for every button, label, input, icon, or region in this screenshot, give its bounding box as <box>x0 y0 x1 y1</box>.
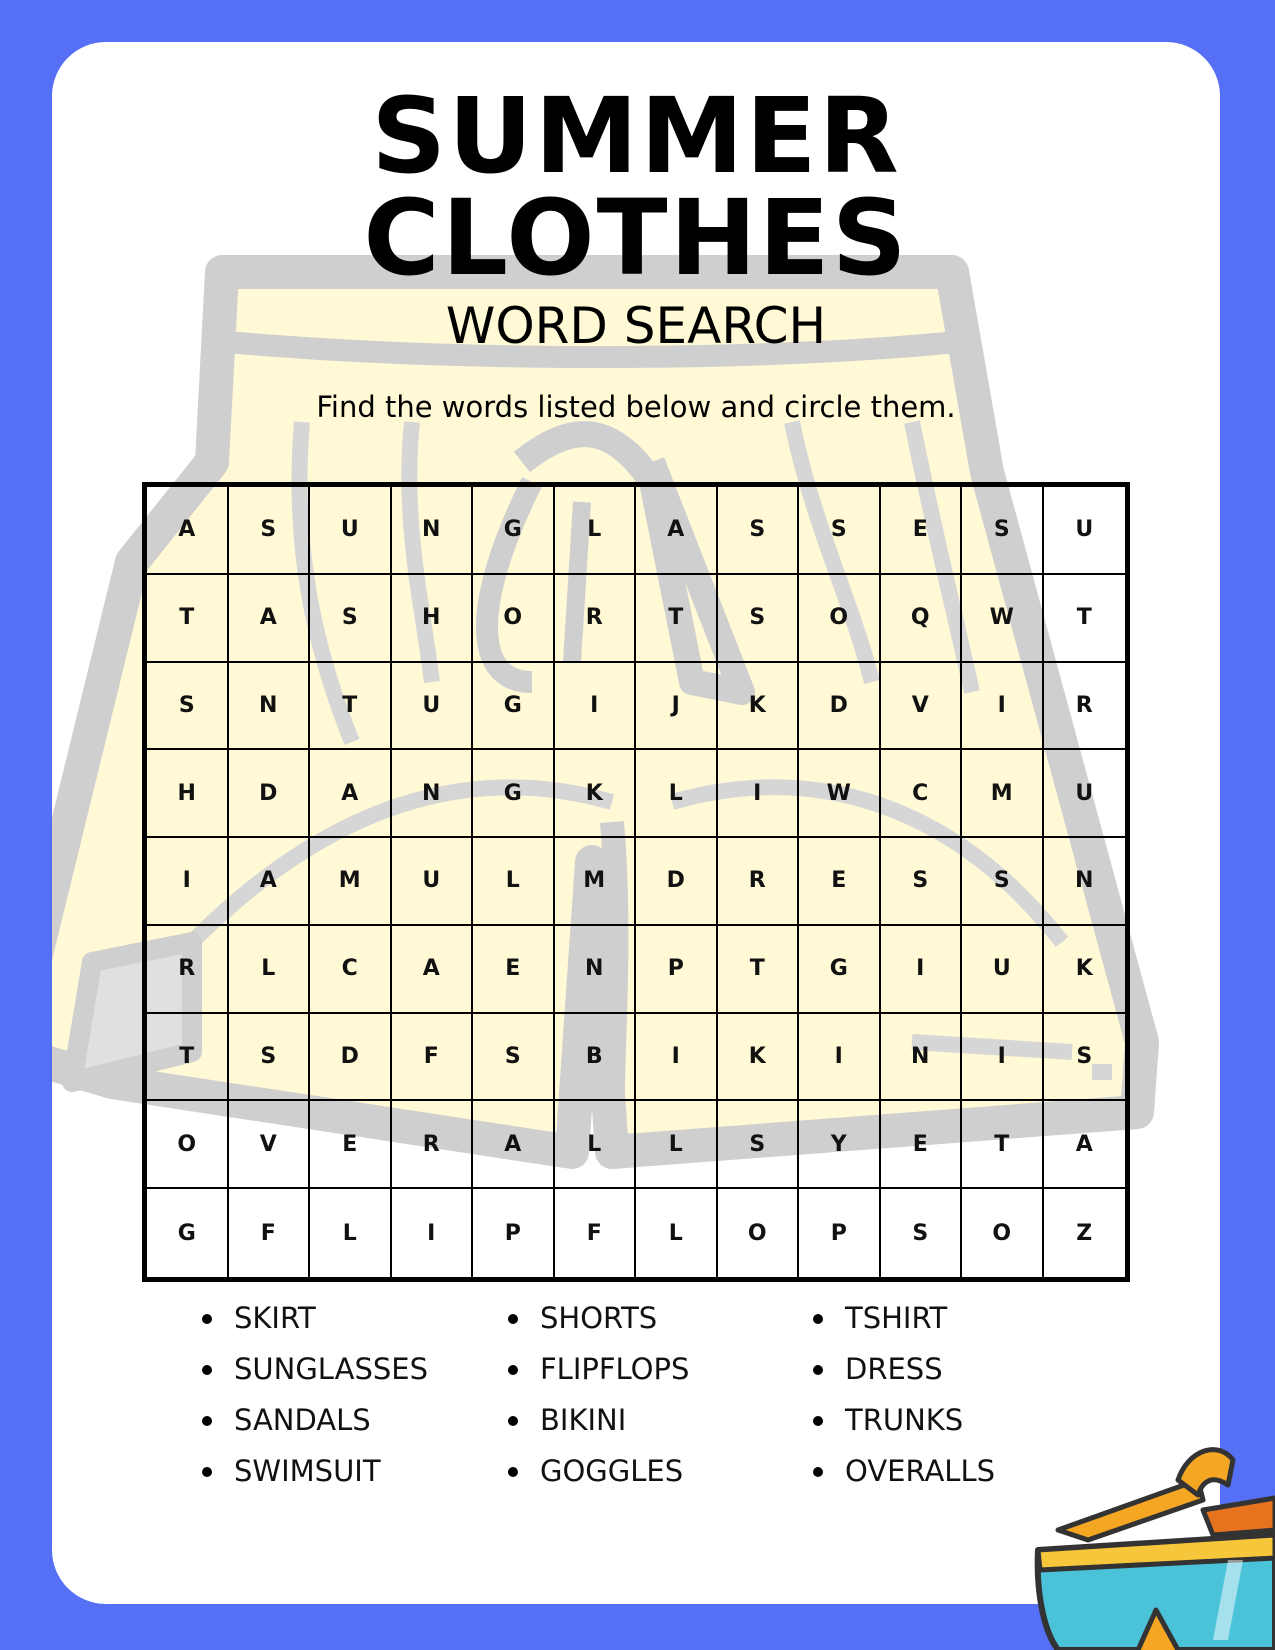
instructions: Find the words listed below and circle them. <box>316 390 956 424</box>
grid-cell[interactable]: A <box>1044 1101 1126 1189</box>
grid-cell[interactable]: G <box>473 487 555 575</box>
grid-cell[interactable]: Y <box>799 1101 881 1189</box>
grid-cell[interactable]: I <box>881 926 963 1014</box>
grid-cell[interactable]: K <box>718 1014 800 1102</box>
grid-cell[interactable]: W <box>799 750 881 838</box>
grid-cell[interactable]: E <box>473 926 555 1014</box>
grid-cell[interactable]: G <box>799 926 881 1014</box>
grid-cell[interactable]: F <box>392 1014 474 1102</box>
word-list-item <box>506 1300 811 1337</box>
grid-cell[interactable]: T <box>310 663 392 751</box>
grid-cell[interactable]: A <box>229 838 311 926</box>
word-label: SANDALS <box>234 1403 371 1437</box>
grid-cell[interactable]: S <box>229 487 311 575</box>
grid-cell[interactable]: J <box>636 663 718 751</box>
grid-cell[interactable]: P <box>473 1189 555 1277</box>
word-label: BIKINI <box>540 1403 627 1437</box>
grid-cell[interactable]: M <box>310 838 392 926</box>
grid-cell[interactable]: K <box>1044 926 1126 1014</box>
grid-cell[interactable]: I <box>962 663 1044 751</box>
grid-cell[interactable]: N <box>229 663 311 751</box>
word-label: SHORTS <box>540 1301 658 1335</box>
word-list-item <box>200 1351 506 1388</box>
word-search-grid <box>142 482 1130 1282</box>
grid-cell[interactable]: I <box>555 663 637 751</box>
grid-cell[interactable]: S <box>718 575 800 663</box>
grid-cell[interactable]: T <box>636 575 718 663</box>
grid-cell[interactable]: I <box>147 838 229 926</box>
grid-cell[interactable]: K <box>718 663 800 751</box>
grid-cell[interactable]: E <box>881 1101 963 1189</box>
bullet-icon <box>202 1314 212 1324</box>
grid-cell[interactable]: Z <box>1076 1220 1093 1246</box>
word-list-item <box>200 1402 506 1439</box>
grid-cell[interactable]: U <box>392 663 474 751</box>
subtitle: WORD SEARCH <box>445 297 827 355</box>
grid-cell[interactable]: L <box>636 1189 718 1277</box>
bullet-icon <box>813 1467 823 1477</box>
grid-cell[interactable]: S <box>962 487 1044 575</box>
grid-cell[interactable]: C <box>881 750 963 838</box>
grid-cell[interactable]: G <box>473 663 555 751</box>
grid-cell[interactable]: O <box>473 575 555 663</box>
grid-cell[interactable]: R <box>718 838 800 926</box>
grid-cell[interactable]: S <box>881 838 963 926</box>
grid-cell[interactable]: S <box>473 1014 555 1102</box>
goggles-illustration <box>1028 1440 1275 1650</box>
word-label: OVERALLS <box>845 1454 996 1488</box>
grid-cell[interactable]: L <box>555 1101 637 1189</box>
grid-cell[interactable]: L <box>310 1189 392 1277</box>
grid-cell[interactable]: T <box>718 926 800 1014</box>
grid-cell[interactable]: T <box>962 1101 1044 1189</box>
bullet-icon <box>813 1314 823 1324</box>
grid-cell[interactable]: N <box>392 487 474 575</box>
word-list-item <box>506 1351 811 1388</box>
word-label: TSHIRT <box>845 1301 948 1335</box>
grid-cell[interactable]: H <box>392 575 474 663</box>
bullet-icon <box>202 1467 212 1477</box>
grid-cell[interactable]: S <box>147 663 229 751</box>
word-list-item <box>811 1300 1111 1337</box>
grid-cell[interactable]: D <box>229 750 311 838</box>
grid-cell[interactable]: E <box>799 838 881 926</box>
grid-cell[interactable]: U <box>1044 750 1126 838</box>
word-list-item <box>811 1351 1111 1388</box>
grid-cell[interactable]: G <box>473 750 555 838</box>
grid-cell[interactable]: F <box>555 1189 637 1277</box>
grid-cell[interactable]: I <box>962 1014 1044 1102</box>
grid-cell[interactable]: R <box>147 926 229 1014</box>
grid-cell[interactable]: A <box>392 926 474 1014</box>
grid-cell[interactable]: O <box>799 575 881 663</box>
grid-cell[interactable]: S <box>1044 1014 1126 1102</box>
grid-cell[interactable]: C <box>310 926 392 1014</box>
grid-cell[interactable]: V <box>881 663 963 751</box>
grid-cell[interactable]: G <box>147 1189 229 1277</box>
grid-cell[interactable]: S <box>310 575 392 663</box>
grid-cell[interactable]: M <box>962 750 1044 838</box>
grid-cell[interactable]: U <box>962 926 1044 1014</box>
grid-cell[interactable]: U <box>310 487 392 575</box>
grid-cell[interactable]: O <box>147 1101 229 1189</box>
grid-cell[interactable]: U <box>392 838 474 926</box>
bullet-icon <box>508 1365 518 1375</box>
word-list <box>200 1300 1111 1490</box>
grid-cell[interactable]: L <box>636 1101 718 1189</box>
grid-cell[interactable]: S <box>718 1101 800 1189</box>
grid-cell[interactable]: N <box>1044 838 1126 926</box>
grid-cell[interactable]: R <box>392 1101 474 1189</box>
grid-cell[interactable]: R <box>1044 663 1126 751</box>
grid-cell[interactable]: F <box>229 1189 311 1277</box>
grid-cell[interactable]: R <box>555 575 637 663</box>
grid-cell[interactable]: O <box>718 1189 800 1277</box>
title-line-2: CLOTHES <box>363 177 909 299</box>
grid-cell[interactable]: I <box>799 1014 881 1102</box>
grid-cell[interactable]: A <box>229 575 311 663</box>
bullet-icon <box>508 1314 518 1324</box>
word-list-item <box>506 1402 811 1439</box>
word-list-item <box>200 1453 506 1490</box>
grid-cell[interactable]: N <box>392 750 474 838</box>
grid-cell[interactable]: S <box>718 487 800 575</box>
word-label: SWIMSUIT <box>234 1454 381 1488</box>
grid-cell[interactable]: N <box>555 926 637 1014</box>
word-label: TRUNKS <box>845 1403 964 1437</box>
word-label: SUNGLASSES <box>234 1352 429 1386</box>
grid-cell[interactable]: P <box>636 926 718 1014</box>
grid-cell[interactable]: A <box>310 750 392 838</box>
word-list-item <box>200 1300 506 1337</box>
grid-cell[interactable]: A <box>147 487 229 575</box>
grid-cell[interactable]: S <box>799 487 881 575</box>
grid-cell[interactable]: T <box>1044 575 1126 663</box>
grid-cell[interactable]: H <box>147 750 229 838</box>
grid-cell[interactable]: L <box>229 926 311 1014</box>
word-label: FLIPFLOPS <box>540 1352 690 1386</box>
grid-cell[interactable]: T <box>147 575 229 663</box>
grid-cell[interactable]: A <box>473 1101 555 1189</box>
bullet-icon <box>202 1416 212 1426</box>
word-label: DRESS <box>845 1352 943 1386</box>
word-label: GOGGLES <box>540 1454 684 1488</box>
grid-cell[interactable]: S <box>962 838 1044 926</box>
grid-cell[interactable]: E <box>310 1101 392 1189</box>
grid-cell[interactable]: V <box>229 1101 311 1189</box>
grid-cell[interactable]: U <box>1044 487 1126 575</box>
grid-cell[interactable]: B <box>555 1014 637 1102</box>
grid-cell[interactable]: Q <box>881 575 963 663</box>
grid-cell[interactable]: D <box>799 663 881 751</box>
grid-cell[interactable]: N <box>881 1014 963 1102</box>
grid-cell[interactable]: T <box>147 1014 229 1102</box>
bullet-icon <box>508 1416 518 1426</box>
grid-cell[interactable]: A <box>636 487 718 575</box>
grid-cell[interactable]: D <box>310 1014 392 1102</box>
bullet-icon <box>508 1467 518 1477</box>
word-label: SKIRT <box>234 1301 316 1335</box>
bullet-icon <box>813 1365 823 1375</box>
word-list-item <box>811 1402 1111 1439</box>
grid-cell[interactable]: S <box>881 1189 963 1277</box>
grid-cell[interactable]: P <box>799 1189 881 1277</box>
grid-cell[interactable]: I <box>718 750 800 838</box>
grid-cell[interactable]: O <box>962 1189 1044 1277</box>
grid-cell[interactable]: I <box>392 1189 474 1277</box>
grid-cell[interactable]: E <box>881 487 963 575</box>
grid-cell[interactable]: W <box>962 575 1044 663</box>
grid-cell[interactable]: K <box>555 750 637 838</box>
grid-cell[interactable]: L <box>636 750 718 838</box>
bullet-icon <box>813 1416 823 1426</box>
bullet-icon <box>202 1365 212 1375</box>
grid-cell[interactable]: S <box>229 1014 311 1102</box>
grid-cell[interactable]: M <box>555 838 637 926</box>
title-line-1: SUMMER <box>371 75 901 197</box>
worksheet-card <box>52 42 1220 1604</box>
grid-cell[interactable]: L <box>555 487 637 575</box>
grid-cell[interactable]: D <box>636 838 718 926</box>
grid-cell[interactable]: L <box>473 838 555 926</box>
grid-cell[interactable]: I <box>636 1014 718 1102</box>
word-list-item <box>506 1453 811 1490</box>
